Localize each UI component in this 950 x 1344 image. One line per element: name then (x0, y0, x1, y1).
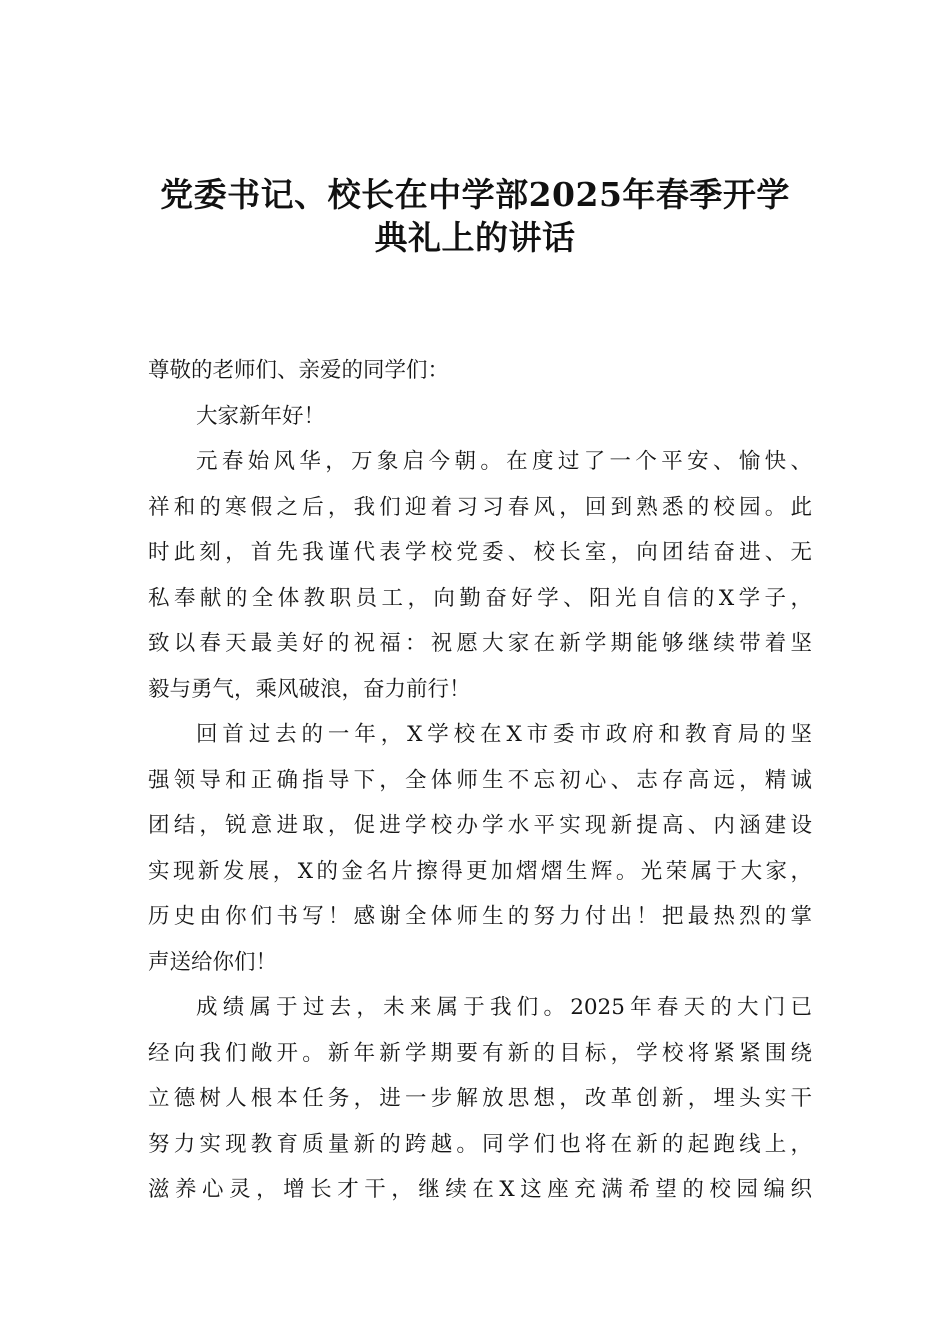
body-line: 努力实现教育质量新的跨越。同学们也将在新的起跑线上， (148, 1131, 812, 1157)
document-title-line-2: 典礼上的讲话 (374, 218, 576, 257)
salutation: 尊敬的老师们、亲爱的同学们： (148, 358, 450, 383)
body-line: 经向我们敞开。新年新学期要有新的目标，学校将紧紧围绕 (148, 1040, 812, 1066)
body-line: 元春始风华，万象启今朝。在度过了一个平安、愉快、 (196, 449, 812, 474)
body-line: 时此刻，首先我谨代表学校党委、校长室，向团结奋进、无 (148, 540, 812, 565)
document-body (148, 348, 812, 1213)
greeting-line: 大家新年好！ (196, 403, 326, 429)
body-line: 毅与勇气，乘风破浪，奋力前行！ (148, 676, 471, 702)
body-line: 立德树人根本任务，进一步解放思想，改革创新，埋头实干 (148, 1086, 812, 1111)
body-line: 祥和的寒假之后，我们迎着习习春风，回到熟悉的校园。此 (148, 494, 812, 520)
body-line: 回首过去的一年，X学校在X市委市政府和教育局的坚 (196, 722, 812, 747)
body-line: 团结，锐意进取，促进学校办学水平实现新提高、内涵建设 (148, 813, 812, 838)
body-line: 历史由你们书写！感谢全体师生的努力付出！把最热烈的掌 (148, 904, 812, 929)
document-title-line-1: 党委书记、校长在中学部2025年春季开学 (160, 175, 790, 214)
body-line: 私奉献的全体教职员工，向勤奋好学、阳光自信的X学子， (148, 585, 812, 611)
body-line: 成绩属于过去，未来属于我们。2025年春天的大门已 (196, 995, 812, 1020)
body-line: 声送给你们！ (148, 949, 278, 975)
body-line: 实现新发展，X的金名片擦得更加熠熠生辉。光荣属于大家， (148, 858, 812, 884)
body-line: 致以春天最美好的祝福：祝愿大家在新学期能够继续带着坚 (148, 631, 812, 656)
body-line: 强领导和正确指导下，全体师生不忘初心、志存高远，精诚 (148, 767, 812, 793)
body-line: 滋养心灵，增长才干，继续在X这座充满希望的校园编织 (148, 1177, 812, 1202)
